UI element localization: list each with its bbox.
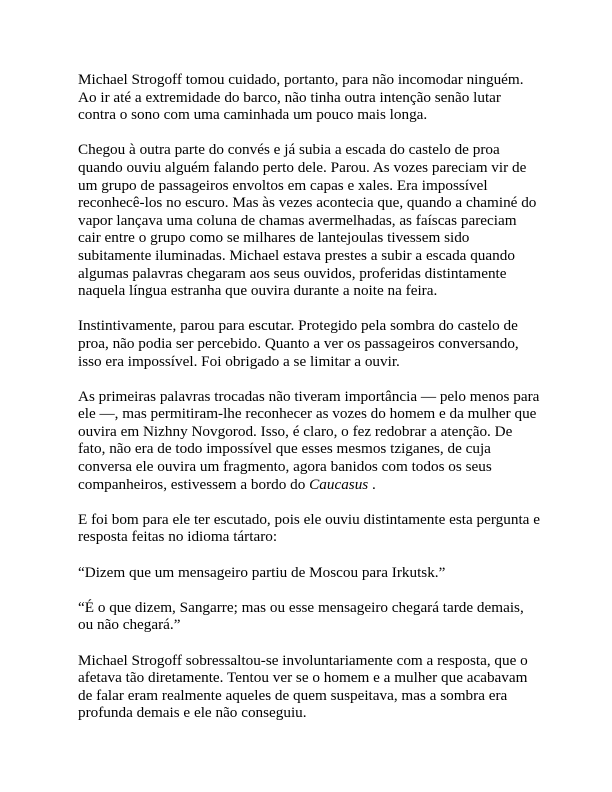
ship-name: Caucasus [309,475,369,493]
paragraph-2: Chegou à outra parte do convés e já subia a escada do castelo de proa quando ouviu alguém falando perto dele. Parou. As vozes pareciam vir de um grupo de passageiros envoltos em capas e xales. Era impossível reconhecê-los no escuro. Mas às vezes acontecia que, quando a chaminé do vapor lançava uma coluna de chamas avermelhadas, as faíscas pareciam cair entre o grupo como se milhares de lantejoulas tivessem sido subitamente iluminadas. Michael estava prestes a subir a escada quando algumas palavras chegaram aos seus ouvidos, proferidas distintamente naquela língua estranha que ouvira durante a noite na feira. [78,141,537,300]
paragraph-4-text: As primeiras palavras trocadas não tiveram importância — pelo menos para ele —, mas permitiram-lhe reconhecer as vozes do homem e da mulher que ouvira em Nizhny Novgorod. Isso, é claro, o fez redobrar a atenção. De fato, não era de todo impossível que esses mesmos tziganes, de cuja conversa ele ouvira um fragmento, agora banidos com todos os seus companheiros, estivessem a bordo do [78,387,540,493]
document-page [78,71,540,740]
paragraph-4-end: . [368,475,376,493]
paragraph-8: Michael Strogoff sobressaltou-se involuntariamente com a resposta, que o afetava tão diretamente. Tentou ver se o homem e a mulher que acabavam de falar eram realmente aqueles de quem suspeitava, mas a sombra era profunda demais e ele não conseguiu. [78,651,528,722]
paragraph-5: E foi bom para ele ter escutado, pois ele ouviu distintamente esta pergunta e resposta feitas no idioma tártaro: [78,510,540,546]
paragraph-1: Michael Strogoff tomou cuidado, portanto, para não incomodar ninguém. Ao ir até a extremidade do barco, não tinha outra intenção senão lutar contra o sono com uma caminhada um pouco mais longa. [78,71,524,124]
paragraph-6: “Dizem que um mensageiro partiu de Moscou para Irkutsk.” [78,563,446,581]
paragraph-3: Instintivamente, parou para escutar. Protegido pela sombra do castelo de proa, não podia ser percebido. Quanto a ver os passageiros conversando, isso era impossível. Foi obrigado a se limitar a ouvir. [78,317,519,370]
paragraph-7: “É o que dizem, Sangarre; mas ou esse mensageiro chegará tarde demais, ou não chegará.” [78,598,524,634]
paragraph-4 [78,388,540,494]
